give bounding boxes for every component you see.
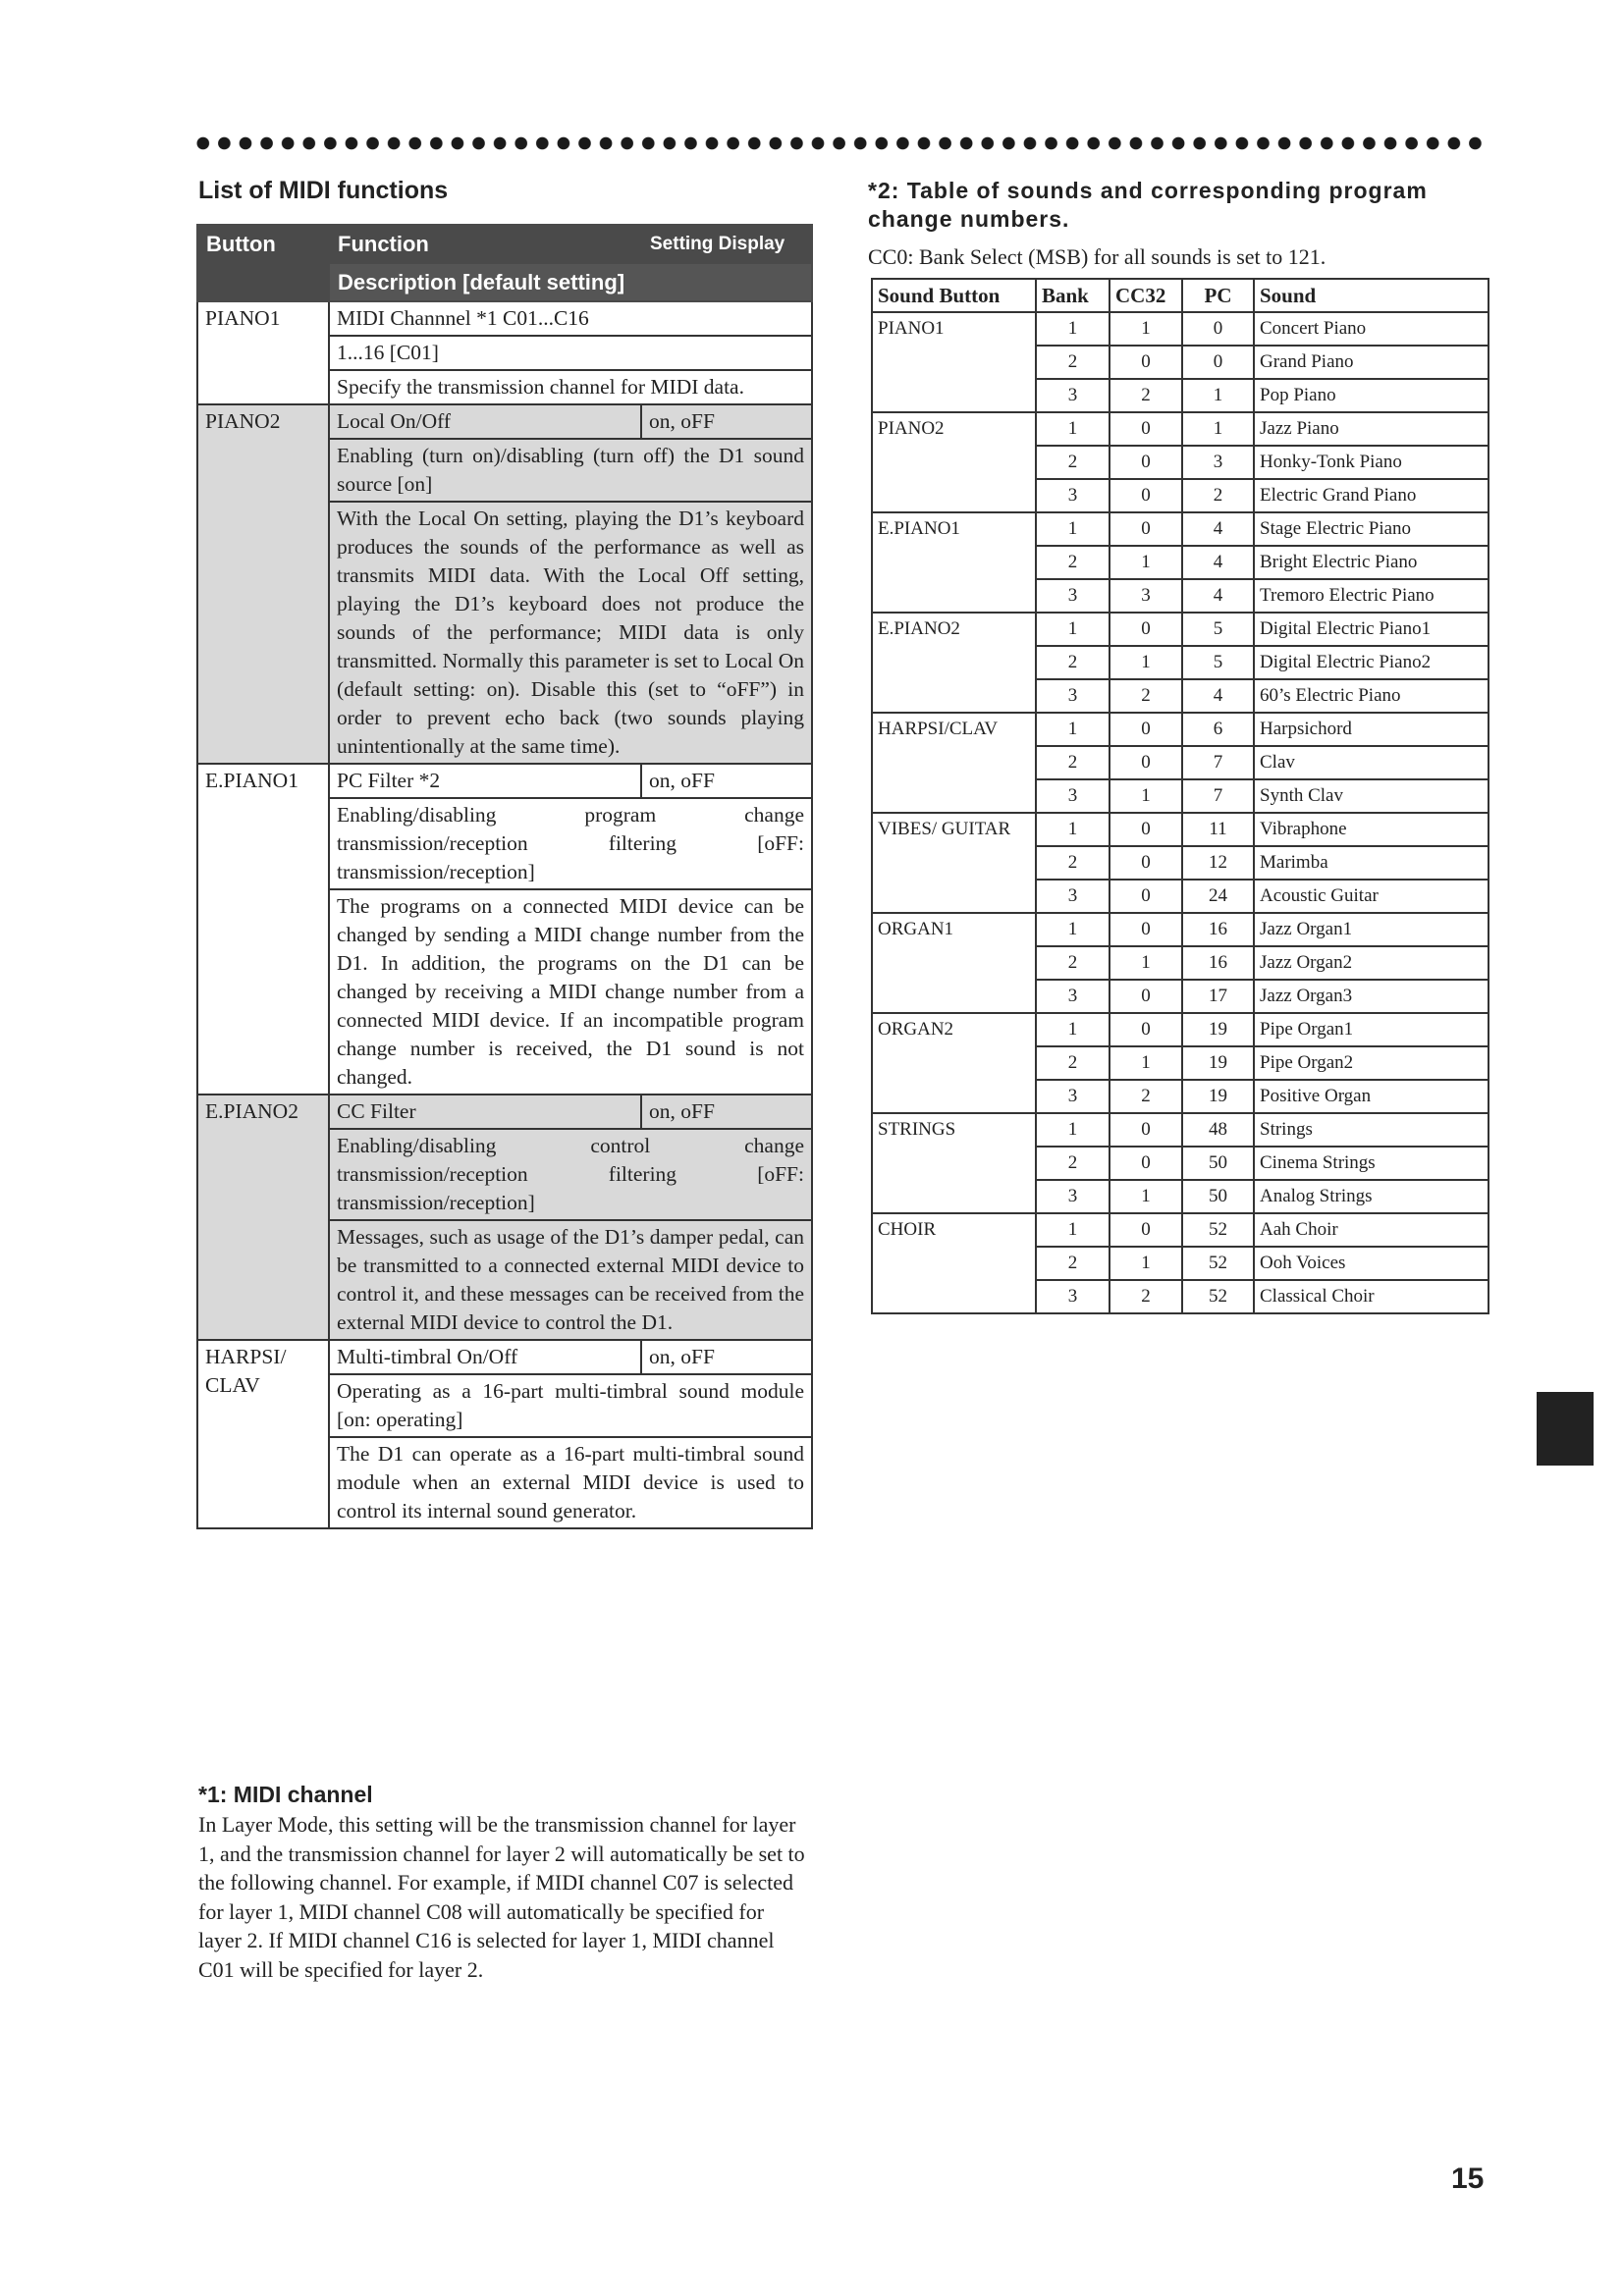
- cc32-cell: 0: [1110, 1147, 1182, 1180]
- description-cell: The programs on a connected MIDI device can be changed by sending a MIDI change number from the D1. In addition, the programs on the D1 can be changed by receiving a MIDI change number from a connected MIDI device. If an incompatible program change number is received, the D1 sound is not changed.: [329, 889, 812, 1095]
- cc32-cell: 2: [1110, 1080, 1182, 1113]
- bank-cell: 1: [1036, 1113, 1110, 1147]
- header-function: Function: [329, 225, 641, 263]
- cc32-cell: 0: [1110, 412, 1182, 446]
- bank-cell: 2: [1036, 346, 1110, 379]
- pc-cell: 52: [1182, 1247, 1254, 1280]
- table-row: [197, 404, 812, 439]
- sound-button-cell: PIANO1: [872, 312, 1036, 412]
- pc-cell: 24: [1182, 880, 1254, 913]
- header-sound: Sound: [1254, 279, 1489, 312]
- bank-cell: 3: [1036, 579, 1110, 613]
- bank-cell: 1: [1036, 1213, 1110, 1247]
- pc-cell: 52: [1182, 1213, 1254, 1247]
- function-cell: Multi-timbral On/Off: [329, 1340, 641, 1374]
- table-row: [872, 1113, 1489, 1147]
- button-cell: PIANO1: [197, 301, 329, 404]
- bank-cell: 1: [1036, 512, 1110, 546]
- pc-cell: 4: [1182, 512, 1254, 546]
- sound-cell: Ooh Voices: [1254, 1247, 1489, 1280]
- sound-cell: Jazz Organ1: [1254, 913, 1489, 946]
- cc32-cell: 1: [1110, 779, 1182, 813]
- sound-button-cell: E.PIANO1: [872, 512, 1036, 613]
- table-row: [872, 713, 1489, 746]
- sound-cell: Pipe Organ2: [1254, 1046, 1489, 1080]
- table-row: [197, 1095, 812, 1129]
- pc-cell: 1: [1182, 379, 1254, 412]
- cc32-cell: 1: [1110, 312, 1182, 346]
- sounds-table: [871, 278, 1489, 1314]
- table-row: [197, 764, 812, 798]
- pc-cell: 7: [1182, 779, 1254, 813]
- pc-cell: 48: [1182, 1113, 1254, 1147]
- sound-cell: Jazz Organ2: [1254, 946, 1489, 980]
- sound-cell: Digital Electric Piano2: [1254, 646, 1489, 679]
- cc32-cell: 0: [1110, 446, 1182, 479]
- cc32-cell: 1: [1110, 1247, 1182, 1280]
- table-row: [872, 1213, 1489, 1247]
- pc-cell: 4: [1182, 679, 1254, 713]
- sound-button-cell: HARPSI/CLAV: [872, 713, 1036, 813]
- section-tab-marker: [1537, 1392, 1594, 1466]
- function-cell: MIDI Channnel *1 C01...C16: [329, 301, 812, 336]
- sound-cell: Acoustic Guitar: [1254, 880, 1489, 913]
- pc-cell: 6: [1182, 713, 1254, 746]
- cc32-cell: 2: [1110, 1280, 1182, 1313]
- midi-functions-table: [196, 224, 813, 1529]
- cc32-cell: 1: [1110, 946, 1182, 980]
- sound-cell: Classical Choir: [1254, 1280, 1489, 1313]
- bank-cell: 3: [1036, 679, 1110, 713]
- bank-cell: 3: [1036, 1280, 1110, 1313]
- pc-cell: 19: [1182, 1013, 1254, 1046]
- bank-cell: 3: [1036, 1080, 1110, 1113]
- header-description: Description [default setting]: [329, 263, 812, 301]
- pc-cell: 52: [1182, 1280, 1254, 1313]
- bank-cell: 3: [1036, 980, 1110, 1013]
- sound-cell: Honky-Tonk Piano: [1254, 446, 1489, 479]
- sound-cell: Pop Piano: [1254, 379, 1489, 412]
- bank-cell: 1: [1036, 1013, 1110, 1046]
- sound-cell: Electric Grand Piano: [1254, 479, 1489, 512]
- cc32-cell: 0: [1110, 846, 1182, 880]
- pc-cell: 11: [1182, 813, 1254, 846]
- pc-cell: 4: [1182, 546, 1254, 579]
- bank-cell: 2: [1036, 1046, 1110, 1080]
- sound-cell: Tremoro Electric Piano: [1254, 579, 1489, 613]
- cc32-cell: 0: [1110, 1213, 1182, 1247]
- bank-cell: 3: [1036, 379, 1110, 412]
- cc0-note: CC0: Bank Select (MSB) for all sounds is set to 121.: [868, 244, 1326, 269]
- note1-text: In Layer Mode, this setting will be the transmission channel for layer 1, and the transmission channel for layer 2 will automatically be set to the following channel. For example, if MIDI channel C07 is selected for layer 1, MIDI channel C08 will automatically be specified for layer 2. If MIDI channel C16 is selected for layer 1, MIDI channel C01 will be specified for layer 2.: [198, 1812, 805, 1982]
- bank-cell: 2: [1036, 446, 1110, 479]
- button-cell: E.PIANO2: [197, 1095, 329, 1340]
- sound-cell: Strings: [1254, 1113, 1489, 1147]
- sound-cell: Jazz Piano: [1254, 412, 1489, 446]
- function-cell: CC Filter: [329, 1095, 641, 1129]
- pc-cell: 16: [1182, 913, 1254, 946]
- sound-button-cell: PIANO2: [872, 412, 1036, 512]
- section-title-sounds-table: *2: Table of sounds and corresponding program change numbers.: [868, 178, 1428, 232]
- table-row: [872, 412, 1489, 446]
- table-row: [872, 913, 1489, 946]
- sound-cell: Harpsichord: [1254, 713, 1489, 746]
- sound-cell: Stage Electric Piano: [1254, 512, 1489, 546]
- setting-cell: on, oFF: [641, 1340, 812, 1374]
- cc32-cell: 2: [1110, 679, 1182, 713]
- cc32-cell: 1: [1110, 1180, 1182, 1213]
- function-cell: PC Filter *2: [329, 764, 641, 798]
- default-cell: 1...16 [C01]: [329, 336, 812, 370]
- sound-button-cell: CHOIR: [872, 1213, 1036, 1313]
- default-cell: Enabling/disabling control change transmission/reception filtering [oFF: transmission/reception]: [329, 1129, 812, 1220]
- sound-button-cell: VIBES/ GUITAR: [872, 813, 1036, 913]
- bank-cell: 2: [1036, 746, 1110, 779]
- sound-cell: Bright Electric Piano: [1254, 546, 1489, 579]
- table-row: [197, 1340, 812, 1374]
- bank-cell: 3: [1036, 1180, 1110, 1213]
- cc32-cell: 1: [1110, 1046, 1182, 1080]
- sound-button-cell: STRINGS: [872, 1113, 1036, 1213]
- pc-cell: 7: [1182, 746, 1254, 779]
- setting-cell: on, oFF: [641, 1095, 812, 1129]
- sound-cell: Cinema Strings: [1254, 1147, 1489, 1180]
- sound-cell: Pipe Organ1: [1254, 1013, 1489, 1046]
- button-cell: E.PIANO1: [197, 764, 329, 1095]
- cc32-cell: 0: [1110, 980, 1182, 1013]
- pc-cell: 0: [1182, 312, 1254, 346]
- pc-cell: 19: [1182, 1080, 1254, 1113]
- page-number: 15: [1451, 2163, 1485, 2195]
- sound-cell: Grand Piano: [1254, 346, 1489, 379]
- default-cell: Enabling/disabling program change transmission/reception filtering [oFF: transmission/reception]: [329, 798, 812, 889]
- description-cell: Messages, such as usage of the D1’s damper pedal, can be transmitted to a connected external MIDI device to control it, and these messages can be received from the external MIDI device to control the D1.: [329, 1220, 812, 1340]
- cc32-cell: 1: [1110, 646, 1182, 679]
- sound-cell: Vibraphone: [1254, 813, 1489, 846]
- cc32-cell: 0: [1110, 813, 1182, 846]
- default-cell: Enabling (turn on)/disabling (turn off) the D1 sound source [on]: [329, 439, 812, 502]
- header-sound-button: Sound Button: [872, 279, 1036, 312]
- sound-button-cell: ORGAN2: [872, 1013, 1036, 1113]
- table-row: [872, 312, 1489, 346]
- pc-cell: 19: [1182, 1046, 1254, 1080]
- cc32-cell: 0: [1110, 713, 1182, 746]
- bank-cell: 1: [1036, 312, 1110, 346]
- table-row: [872, 512, 1489, 546]
- sound-cell: Analog Strings: [1254, 1180, 1489, 1213]
- setting-cell: on, oFF: [641, 764, 812, 798]
- sound-cell: Synth Clav: [1254, 779, 1489, 813]
- button-cell: PIANO2: [197, 404, 329, 764]
- cc32-cell: 0: [1110, 913, 1182, 946]
- header-setting-display: Setting Display: [641, 225, 812, 263]
- header-button: Button: [197, 225, 329, 301]
- cc32-cell: 3: [1110, 579, 1182, 613]
- pc-cell: 2: [1182, 479, 1254, 512]
- pc-cell: 5: [1182, 646, 1254, 679]
- bank-cell: 1: [1036, 613, 1110, 646]
- header-bank: Bank: [1036, 279, 1110, 312]
- table-row: [872, 1013, 1489, 1046]
- function-cell: Local On/Off: [329, 404, 641, 439]
- cc32-cell: 1: [1110, 546, 1182, 579]
- default-cell: Operating as a 16-part multi-timbral sound module [on: operating]: [329, 1374, 812, 1437]
- cc32-cell: 2: [1110, 379, 1182, 412]
- pc-cell: 5: [1182, 613, 1254, 646]
- pc-cell: 1: [1182, 412, 1254, 446]
- cc32-cell: 0: [1110, 512, 1182, 546]
- bank-cell: 2: [1036, 1247, 1110, 1280]
- table-row: [872, 813, 1489, 846]
- bank-cell: 2: [1036, 646, 1110, 679]
- dotted-rule: [192, 133, 1487, 153]
- pc-cell: 50: [1182, 1147, 1254, 1180]
- bank-cell: 1: [1036, 412, 1110, 446]
- bank-cell: 3: [1036, 779, 1110, 813]
- bank-cell: 1: [1036, 813, 1110, 846]
- bank-cell: 3: [1036, 880, 1110, 913]
- sound-cell: Jazz Organ3: [1254, 980, 1489, 1013]
- pc-cell: 3: [1182, 446, 1254, 479]
- cc32-cell: 0: [1110, 346, 1182, 379]
- pc-cell: 12: [1182, 846, 1254, 880]
- sound-button-cell: ORGAN1: [872, 913, 1036, 1013]
- pc-cell: 0: [1182, 346, 1254, 379]
- sound-cell: Clav: [1254, 746, 1489, 779]
- cc32-cell: 0: [1110, 746, 1182, 779]
- cc32-cell: 0: [1110, 1113, 1182, 1147]
- table-row: [197, 301, 812, 336]
- sound-cell: Marimba: [1254, 846, 1489, 880]
- bank-cell: 2: [1036, 946, 1110, 980]
- pc-cell: 4: [1182, 579, 1254, 613]
- sound-button-cell: E.PIANO2: [872, 613, 1036, 713]
- cc32-cell: 0: [1110, 1013, 1182, 1046]
- bank-cell: 1: [1036, 713, 1110, 746]
- bank-cell: 3: [1036, 479, 1110, 512]
- button-cell: HARPSI/ CLAV: [197, 1340, 329, 1528]
- description-cell: With the Local On setting, playing the D1’s keyboard produces the sounds of the performance as well as transmits MIDI data. With the Local Off setting, playing the D1’s keyboard does not produce the sounds of the performance; MIDI data is only transmitted. Normally this parameter is set to Local On (default setting: on). Disable this (set to “oFF”) in order to prevent echo back (two sounds playing unintentionally at the same time).: [329, 502, 812, 764]
- description-cell: The D1 can operate as a 16-part multi-timbral sound module when an external MIDI device is used to control its internal sound generator.: [329, 1437, 812, 1528]
- cc32-cell: 0: [1110, 613, 1182, 646]
- bank-cell: 1: [1036, 913, 1110, 946]
- bank-cell: 2: [1036, 1147, 1110, 1180]
- setting-cell: on, oFF: [641, 404, 812, 439]
- sound-cell: Positive Organ: [1254, 1080, 1489, 1113]
- cc32-cell: 0: [1110, 880, 1182, 913]
- sound-cell: Aah Choir: [1254, 1213, 1489, 1247]
- pc-cell: 50: [1182, 1180, 1254, 1213]
- cc32-cell: 0: [1110, 479, 1182, 512]
- sound-cell: Concert Piano: [1254, 312, 1489, 346]
- note1-title: *1: MIDI channel: [198, 1782, 373, 1807]
- table-row: [872, 613, 1489, 646]
- bank-cell: 2: [1036, 846, 1110, 880]
- header-cc32: CC32: [1110, 279, 1182, 312]
- sound-cell: Digital Electric Piano1: [1254, 613, 1489, 646]
- header-pc: PC: [1182, 279, 1254, 312]
- pc-cell: 16: [1182, 946, 1254, 980]
- description-cell: Specify the transmission channel for MIDI data.: [329, 370, 812, 404]
- pc-cell: 17: [1182, 980, 1254, 1013]
- sound-cell: 60’s Electric Piano: [1254, 679, 1489, 713]
- section-title-midi-functions: List of MIDI functions: [198, 177, 449, 204]
- bank-cell: 2: [1036, 546, 1110, 579]
